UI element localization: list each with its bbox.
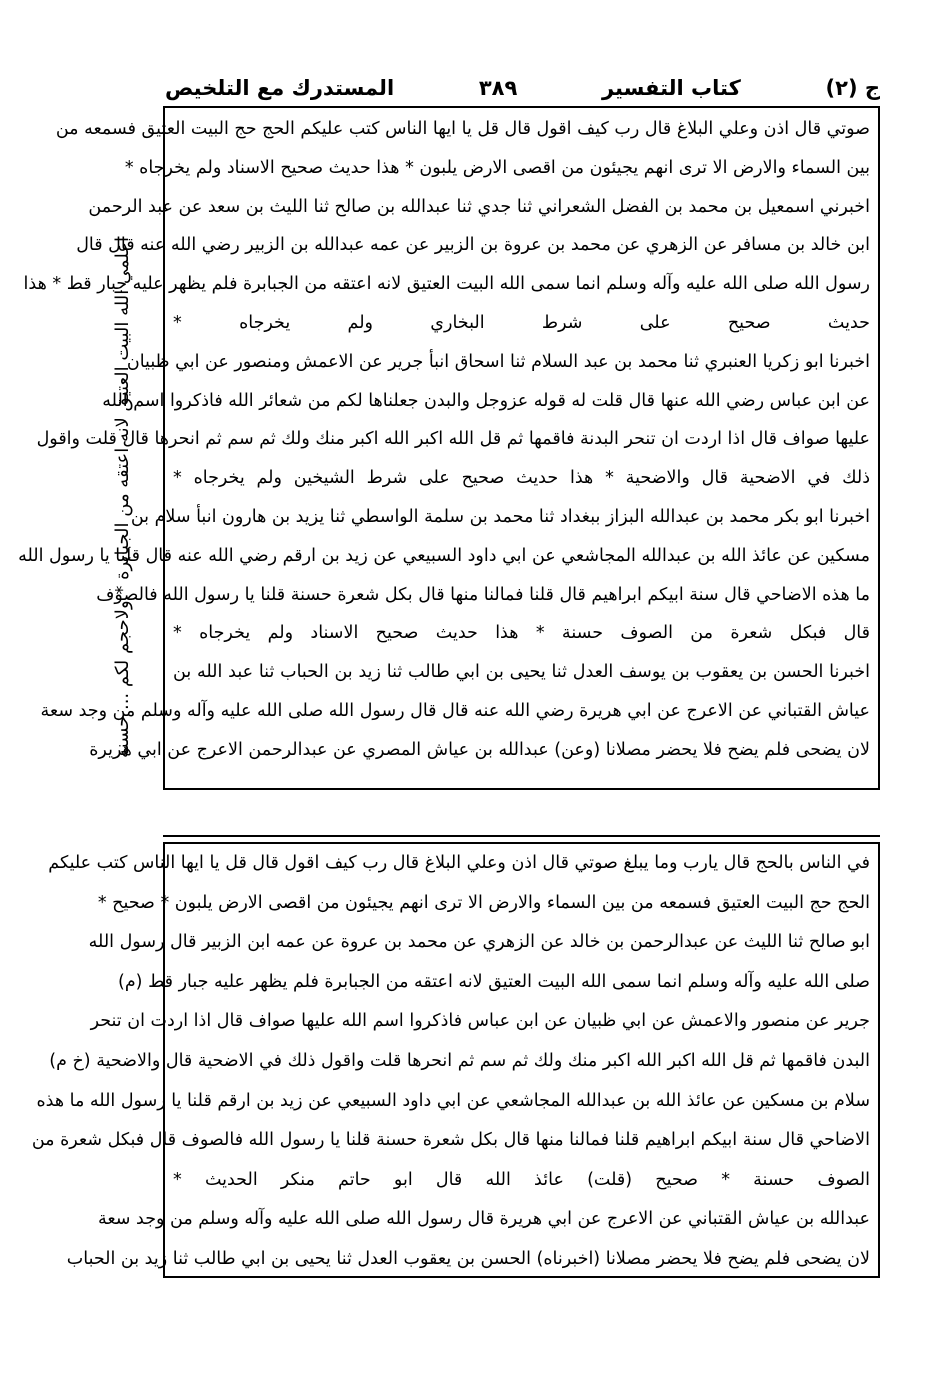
text-line: ذلك في الاضحية قال والاضحية * هذا حديث صحيح على شرط الشيخين ولم يخرجاه *	[173, 468, 870, 489]
page-header	[165, 70, 880, 106]
summary-text-block	[31, 842, 880, 1278]
text-line: عبدالله بن عياش القتباني عن الاعرج عن ابي هريرة قال رسول الله صلى الله عليه وآله وسلم من وجد سعة	[97, 1209, 870, 1230]
text-line: قال فبكل شعرة من الصوف حسنة * هذا حديث صحيح الاسناد ولم يخرجاه *	[173, 623, 870, 644]
text-line: اخبرنا ابو زكريا العنبري ثنا محمد بن عبد السلام ثنا اسحاق انبأ جرير عن الاعمش ومنصور عن ابي ظبيان	[126, 351, 870, 372]
text-line: اخبرنا ابو بكر محمد بن عبدالله البزاز ببغداد ثنا محمد بن سلمة الواسطي ثنا يزيد بن هارون انبأ سلام بن	[130, 506, 870, 527]
text-line: لان يضحى فلم يضح فلا يحضر مصلانا (وعن) عبدالله بن عياش المصري عن عبدالرحمن الاعرج عن ابي هريرة	[89, 739, 870, 760]
text-line: الحج حج البيت العتيق فسمعه من بين السماء والارض الا ترى انهم يجيئون من اقصى الارض يلبون * صحيح *	[97, 892, 870, 913]
text-line: ابو صالح ثنا الليث عن عبدالرحمن بن خالد عن الزهري عن محمد بن عروة عن عمه ابن الزبير قال رسول الله	[88, 932, 870, 953]
text-line: في الناس بالحج قال يارب وما يبلغ صوتي قال اذن وعلي البلاغ قال رب كيف اقول قال قل يا ايها الناس كتب عليكم	[48, 853, 870, 873]
text-line: اخبرني اسمعيل بن محمد بن الفضل الشعراني ثنا جدي ثنا عبدالله بن صالح ثنا الليث بن سعد عن عبد الرحمن	[88, 196, 870, 217]
text-line: اخبرنا الحسن بن يعقوب بن يوسف العدل ثنا يحيى بن ابي طالب ثنا زيد بن الحباب ثنا عبد الله بن	[173, 662, 870, 683]
text-line: صلى الله عليه وآله وسلم انما سمى الله البيت العتيق لانه اعتقه من الجبابرة فلم يظهر عليه جبار قط (م)	[118, 971, 870, 992]
text-line: مسكين عن عائذ الله بن عبدالله المجاشعي عن ابي داود السبيعي عن زيد بن ارقم رضي الله عنه قال قلنا يا رسول الله	[18, 545, 870, 566]
text-line: جرير عن منصور والاعمش عن ابي ظبيان عن ابن عباس فاذكروا اسم الله عليها صواف قال اذا اردت ان تنحر	[90, 1011, 870, 1032]
summary-rule	[163, 835, 880, 837]
text-line: عن ابن عباس رضي الله عنها قال قلت له قوله عزوجل والبدن جعلناها لكم من شعائر الله فاذكروا اسم الله	[102, 390, 870, 411]
text-line: لان يضحى فلم يضح فلا يحضر مصلانا (اخبرناه) الحسن بن يعقوب العدل ثنا يحيى بن ابي طالب ثنا زيد بن الحباب	[66, 1248, 870, 1269]
text-line: رسول الله صلى الله عليه وآله وسلم انما سمى الله البيت العتيق لانه اعتقه من الجبابرة فلم يظهر عليه جبار قط * هذا	[23, 274, 870, 295]
text-line: الاضاحي قال سنة ابيكم ابراهيم قلنا فمالنا منها قال بكل شعرة حسنة قلنا يا رسول الله فالصوف قال فبكل شعرة من	[31, 1130, 870, 1151]
summary-text-lines	[31, 844, 878, 1280]
text-line: ابن خالد بن مسافر عن الزهري عن محمد بن عروة بن الزبير عن عمه عبدالله بن الزبير رضي الله عنه قال قال	[76, 235, 870, 256]
book-title: المستدرك مع التلخيص	[165, 76, 395, 100]
text-line: البدن فاقمها ثم قل الله اكبر الله اكبر منك ولك ثم سم ثم انحرها قلت واقول ذلك في الاضحية قال والاضحية (خ م)	[49, 1050, 870, 1071]
page-number: ٣٨٩	[478, 76, 518, 100]
text-line: ما هذه الاضاحي قال سنة ابيكم ابراهيم قال قلنا فمالنا منها قال بكل شعرة حسنة قلنا يا رسول الله فالصوف	[96, 584, 870, 605]
chapter-title: كتاب التفسير	[601, 76, 741, 100]
text-line: عليها صواف قال اذا اردت ان تنحر البدنة فاقمها ثم قل الله اكبر الله اكبر منك ولك ثم سم ثم انحرها قال قلت واقول	[36, 429, 870, 450]
text-line: عياش القتباني عن الاعرج عن ابي هريرة رضي الله عنه قال قال رسول الله صلى الله عليه وآله وسلم من وجد سعة	[40, 700, 870, 721]
margin-note: اعلمي الله البيت العتيق لانه اعتقه من الجبابرة * ولاحجم لكم ... حسنة	[112, 236, 133, 759]
text-line: صوتي قال اذن وعلي البلاغ قال رب كيف اقول قال قل يا ايها الناس كتب عليكم الحج حج البيت العتيق فسمعه من	[55, 119, 870, 139]
text-line: سلام بن مسكين عن عائذ الله بن عبدالله المجاشعي عن ابي داود السبيعي عن زيد بن ارقم قلنا يا رسول الله ما هذه	[36, 1090, 870, 1111]
text-line: بين السماء والارض الا ترى انهم يجيئون من اقصى الارض يلبون * هذا حديث صحيح الاسناد ولم يخرجاه *	[124, 157, 870, 178]
text-line: حديث صحيح على شرط البخاري ولم يخرجاه *	[173, 312, 870, 333]
text-line: الصوف حسنة * صحيح (قلت) عائذ الله قال ابو حاتم منكر الحديث *	[173, 1169, 870, 1190]
volume-label: ج (٢)	[825, 76, 880, 100]
